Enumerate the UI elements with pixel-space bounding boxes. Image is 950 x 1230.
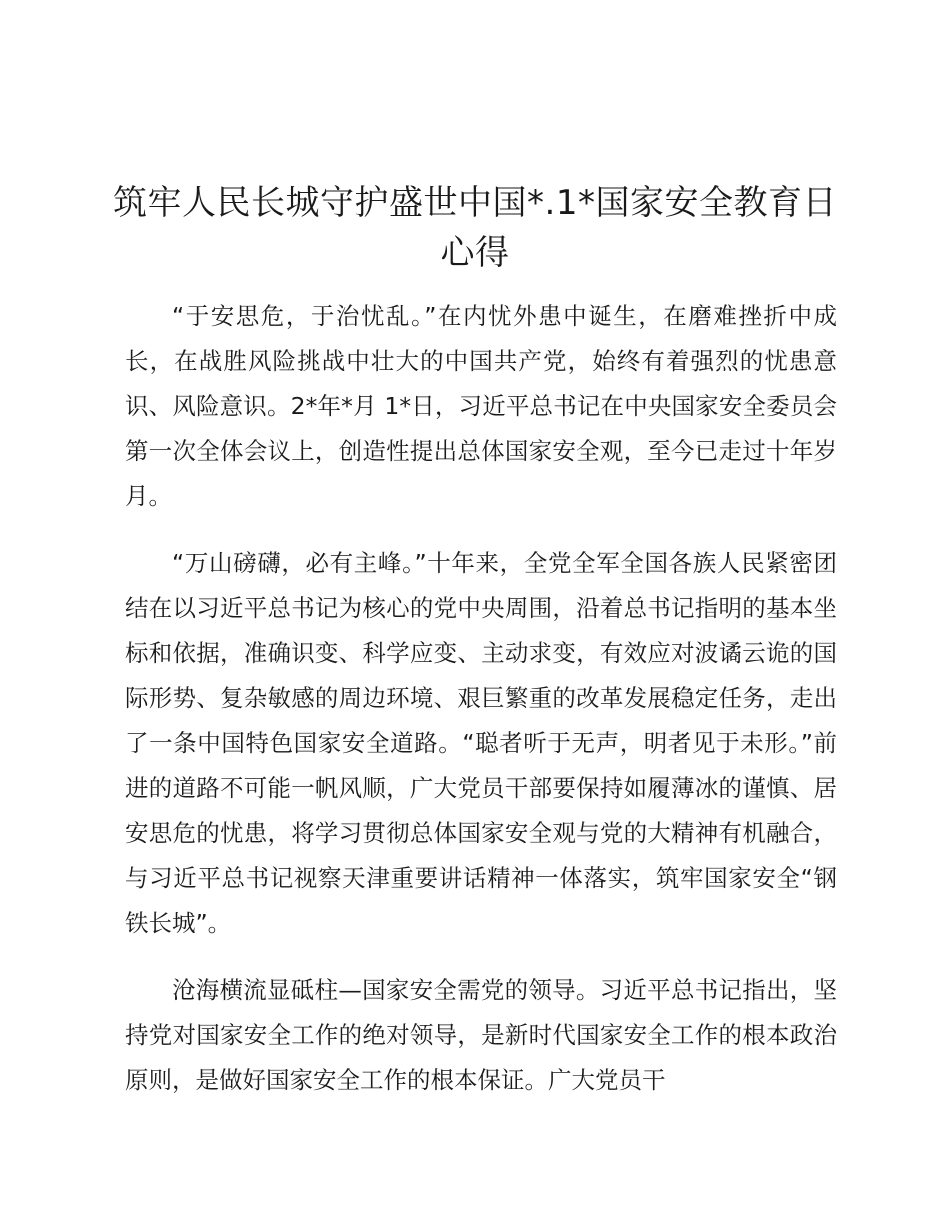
paragraph-3: 沧海横流显砥柱—国家安全需党的领导。习近平总书记指出，坚持党对国家安全工作的绝对领导，是新时代国家安全工作的根本政治原则，是做好国家安全工作的根本保证。广大党员干 — [125, 976, 837, 1094]
paragraph-1: “于安思危，于治忧乱。”在内忧外患中诞生，在磨难挫折中成长，在战胜风险挑战中壮大的中国共产党，始终有着强烈的忧患意识、风险意识。2*年*月 1*日，习近平总书记在中央国家安全委员会第一次全体会议上，创造性提出总体国家安全观，至今已走过十年岁月。 — [125, 302, 837, 510]
document-title: 筑牢人民长城守护盛世中国*.1*国家安全教育日心得 — [113, 183, 837, 273]
document-body — [125, 294, 837, 1125]
paragraph-2: “万山磅礴，必有主峰。”十年来，全党全军全国各族人民紧密团结在以习近平总书记为核心的党中央周围，沿着总书记指明的基本坐标和依据，准确识变、科学应变、主动求变，有效应对波谲云诡的国际形势、复杂敏感的周边环境、艰巨繁重的改革发展稳定任务，走出了一条中国特色国家安全道路。“聪者听于无声，明者见于未形。”前进的道路不可能一帆风顺，广大党员干部要保持如履薄冰的谨慎、居安思危的忧患，将学习贯彻总体国家安全观与党的大精神有机融合，与习近平总书记视察天津重要讲话精神一体落实，筑牢国家安全“钢铁长城”。 — [125, 549, 837, 937]
